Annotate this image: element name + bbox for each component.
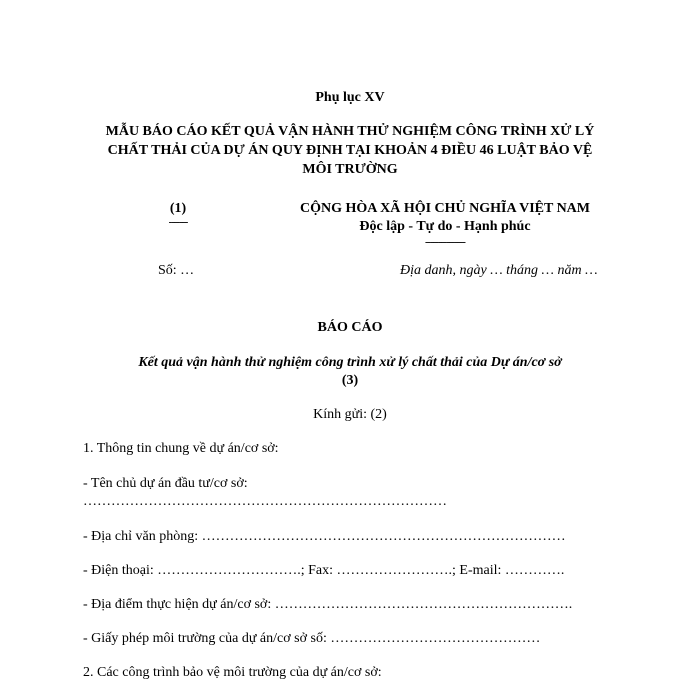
issuing-body-ref: (1) (169, 201, 187, 216)
place-date: Địa danh, ngày … tháng … năm … (400, 263, 598, 278)
title-line: MÔI TRƯỜNG (302, 162, 398, 177)
report-heading: BÁO CÁO (317, 320, 383, 335)
motto-rule: --------------- (425, 236, 465, 248)
field-office-address: - Địa chỉ văn phòng: …………………………………………………………………… (83, 529, 566, 544)
title-line: MẪU BÁO CÁO KẾT QUẢ VẬN HÀNH THỬ NGHIỆM CÔNG TRÌNH XỬ LÝ (105, 124, 595, 139)
issuing-body-rule: ------- (168, 216, 188, 228)
section-general-info: 1. Thông tin chung về dự án/cơ sở: (83, 441, 279, 456)
field-owner-name-blank: …………………………………………………………………… (83, 494, 447, 509)
document-number: Số: … (158, 263, 195, 278)
appendix-label: Phụ lục XV (315, 90, 385, 105)
report-subtitle-ref: (3) (341, 373, 359, 388)
title-line: CHẤT THẢI CỦA DỰ ÁN QUY ĐỊNH TẠI KHOẢN 4 ĐIỀU 46 LUẬT BẢO VỆ (107, 143, 593, 158)
national-motto: Độc lập - Tự do - Hạnh phúc (359, 219, 531, 234)
document-title (0, 122, 700, 179)
field-project-location: - Địa điểm thực hiện dự án/cơ sở: ………………………………………………………. (83, 597, 573, 612)
section-protection-works: 2. Các công trình bảo vệ môi trường của dự án/cơ sở: (83, 665, 382, 680)
field-contact: - Điện thoại: ………………………….; Fax: …………………….; E-mail: …………. (83, 563, 565, 578)
report-subtitle: Kết quả vận hành thử nghiệm công trình xử lý chất thải của Dự án/cơ sở (138, 355, 562, 370)
field-environmental-permit: - Giấy phép môi trường của dự án/cơ sở số: ……………………………………… (83, 631, 541, 646)
recipient-line: Kính gửi: (2) (313, 407, 387, 422)
country-name: CỘNG HÒA XÃ HỘI CHỦ NGHĨA VIỆT NAM (299, 201, 590, 216)
field-owner-name: - Tên chủ dự án đầu tư/cơ sở: (83, 476, 248, 491)
